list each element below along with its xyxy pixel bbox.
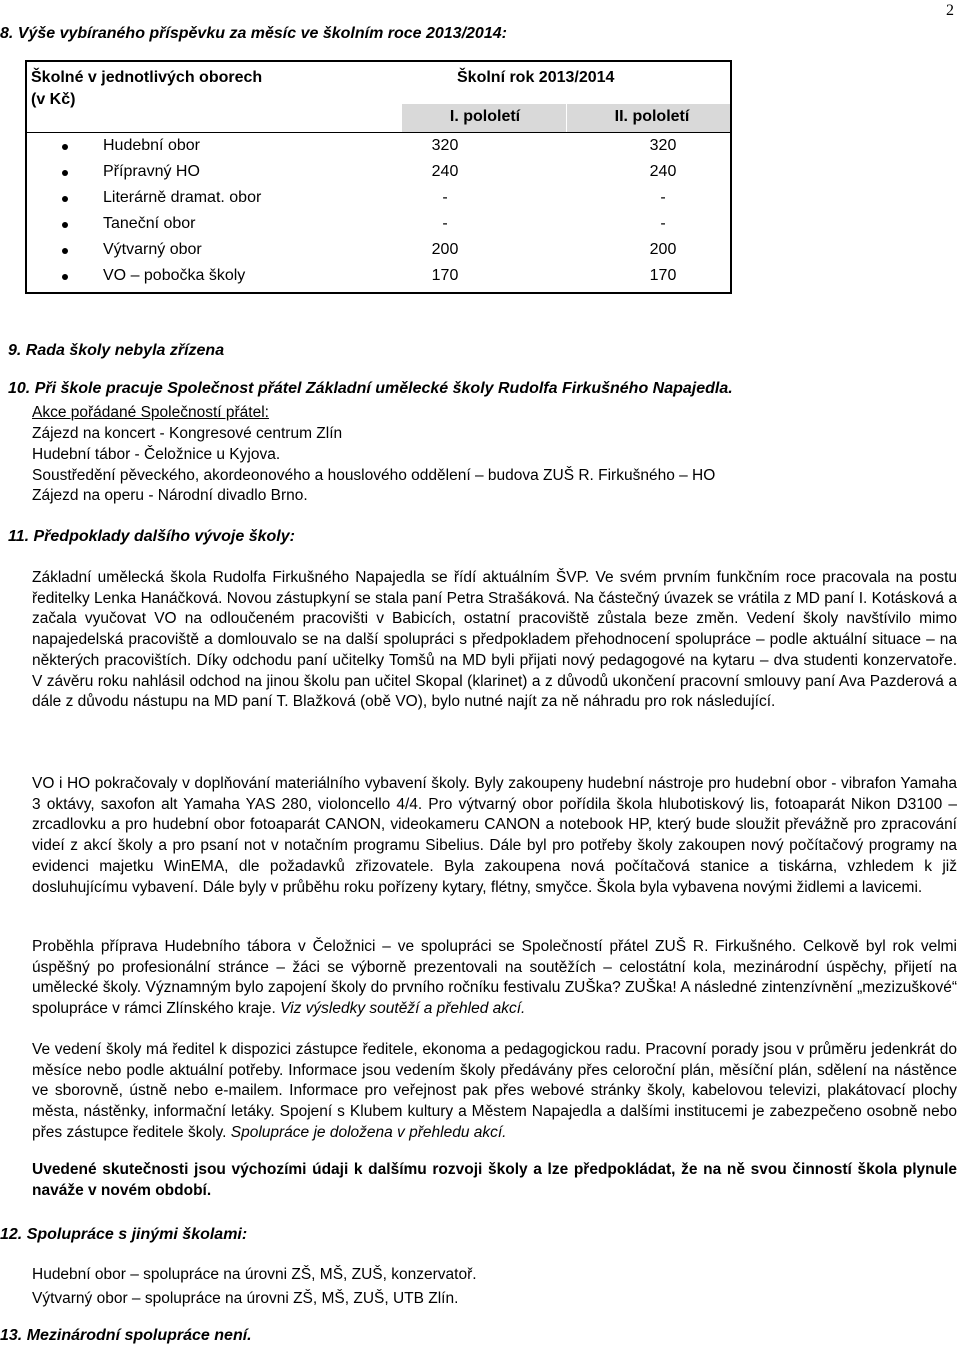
section-11-heading: 11. Předpoklady dalšího vývoje školy: [8,528,295,545]
row-name: Výtvarný obor [103,241,202,258]
event-item: Soustředění pěveckého, akordeonového a houslového oddělení – budova ZUŠ R. Firkušného – HO [32,467,716,484]
section-10-heading: 10. Při škole pracuje Společnost přátel Základní umělecké školy Rudolfa Firkušného Napajedla. [8,380,733,397]
achievements-text: Proběhla příprava Hudebního tábora v Čeložnici – ve spolupráci se Společností přátel ZUŠ R. Firkušného. Celkově byl rok velmi úspěšný po profesionální stránce – žáci se výborně prezentovali na soutěžích – celostátní kola, mezinárodní úspěchy, přijetí na umělecké školy. Významným bylo zapojení školy do prvního ročníku festivalu ZUŠka? ZUŠka! A následné zintenzívnění „mezizuškové“ spolupráce v rámci Zlínského kraje. [32,938,957,1018]
paragraph-conclusion: Uvedené skutečnosti jsou výchozími údaji k dalšímu rozvoji školy a lze předpokládat, že na ně svou činností škola plynule naváže v novém období. [32,1161,957,1199]
row-value-2: - [660,215,666,232]
table-row [27,238,730,264]
row-name: Přípravný HO [103,163,200,180]
table-header-left-2: (v Kč) [31,91,76,108]
row-name: Hudební obor [103,137,200,154]
table-row [27,134,730,160]
section-10-subtitle: Akce pořádané Společností přátel: [32,404,269,421]
row-value-1: 320 [431,137,459,154]
achievements-note: Viz výsledky soutěží a přehled akcí. [280,1000,526,1018]
row-value-2: 170 [649,267,677,284]
bullet-icon [62,248,68,254]
cooperation-line: Hudební obor – spolupráce na úrovni ZŠ, MŠ, ZUŠ, konzervatoř. [32,1266,477,1283]
table-row [27,186,730,212]
row-name: Literárně dramat. obor [103,189,262,206]
section-9-heading: 9. Rada školy nebyla zřízena [8,342,225,359]
bullet-icon [62,274,68,280]
paragraph-achievements [32,937,957,1020]
row-value-2: 320 [649,137,677,154]
bullet-icon [62,196,68,202]
row-value-2: 240 [649,163,677,180]
section-12-heading: 12. Spolupráce s jinými školami: [0,1226,248,1243]
row-name: Taneční obor [103,215,196,232]
table-header-col1: I. pololetí [449,108,521,125]
paragraph-development: Základní umělecká škola Rudolfa Firkušného Napajedla se řídí aktuálním ŠVP. Ve svém prvním funkčním roce pracovala na postu ředitelky Lenka Hanáčková. Novou zástupkyní se stala paní Petra Strašáková. Na částečný úvazek se vrátila z MD paní I. Kotásková a začala vyučovat VO na odloučeném pracovišti v Babicích, ostatní pracoviště zůstala beze změn. Vedení školy navštívilo mimo napajedelská pracoviště a domlouvalo se na další spolupráci s předpokladem přehodnocení spolupráce – podle aktuální situace – na některých pracovištích. Díky odchodu paní učitelky Tomšů na MD byli přijati nový pedagogové na kytaru – dva studenti konzervatoře. V závěru roku nahlásil odchod na jinou školu pan učitel Skopal (klarinet) a z důvodů ukončení pracovní smlouvy paní Ava Pazderová a dále z důvodu nástupu na MD paní T. Blažková (obě VO), bylo nutné najít za ně náhradu pro rok následující. [32,569,957,711]
event-item: Hudební tábor - Čeložnice u Kyjova. [32,446,281,463]
paragraph-management [32,1040,957,1144]
management-text: Ve vedení školy má ředitel k dispozici zástupce ředitele, ekonoma a pedagogickou radu. Pracovní porady jsou v průměru jedenkrát do měsíce nebo podle aktuální potřeby. Informace jsou vedením školy předávány přes celoroční plán, měsíční plán, sdělení na nástěnce ve sborovně, ústně nebo e-mailem. Informace pro veřejnost pak přes webové stránky školy, kabelovou televizi, plakátovací plochy města, nástěnky, informační letáky. Spojení s Klubem kultury a Městem Napajedla a dalšími institucemi je zabezpečeno osobně nebo přes zástupce ředitele školy. [32,1041,957,1141]
management-note: Spolupráce je doložena v přehledu akcí. [230,1123,507,1141]
event-item: Zájezd na koncert - Kongresové centrum Zlín [32,425,343,442]
page-number: 2 [946,2,954,19]
row-value-1: 240 [431,163,459,180]
row-value-2: - [660,189,666,206]
table-header-year: Školní rok 2013/2014 [457,69,615,86]
bullet-icon [62,170,68,176]
table-header-left-1: Školné v jednotlivých oborech [31,69,263,86]
section-13-heading: 13. Mezinárodní spolupráce není. [0,1327,252,1344]
paragraph-equipment: VO i HO pokračovaly v doplňování materiálního vybavení školy. Byly zakoupeny hudební nástroje pro hudební obor - vibrafon Yamaha 3 oktávy, saxofon alt Yamaha YAS 280, violoncello 4/4. Pro výtvarný obor pořídila škola hlubotiskový lis, fotoaparát Nikon D3100 – zrcadlovku a pro hudební obor fotoaparát CANON, videokameru CANON a notebook HP, který bude sloužit převážně pro zpracování videí z akcí školy a pro psaní not v notačním programu Sibelius. Dále byl pro potřeby školy zakoupen nový počítačový programy na evidenci majetku WinEMA, dle požadavků zřizovatele. Byla zakoupena nová počítačová stanice a tiskárna, vzhledem k již dosluhujícímu vybavení. Dále byly v průběhu roku pořízeny kytary, flétny, smyčce. Škola byla vybavena novými židlemi a lavicemi. [32,775,957,896]
event-item: Zájezd na operu - Národní divadlo Brno. [32,487,308,504]
header-divider [27,132,730,133]
row-value-2: 200 [649,241,677,258]
row-value-1: - [442,189,448,206]
cooperation-line: Výtvarný obor – spolupráce na úrovni ZŠ, MŠ, ZUŠ, UTB Zlín. [32,1290,459,1307]
row-value-1: 200 [431,241,459,258]
table-row [27,264,730,290]
row-value-1: 170 [431,267,459,284]
bullet-icon [62,222,68,228]
row-name: VO – pobočka školy [103,267,246,284]
table-header-col2: II. pololetí [614,108,690,125]
section-8-heading: 8. Výše vybíraného příspěvku za měsíc ve školním roce 2013/2014: [0,25,507,42]
row-value-1: - [442,215,448,232]
fees-table [25,60,732,294]
bullet-icon [62,144,68,150]
table-row [27,160,730,186]
table-row [27,212,730,238]
